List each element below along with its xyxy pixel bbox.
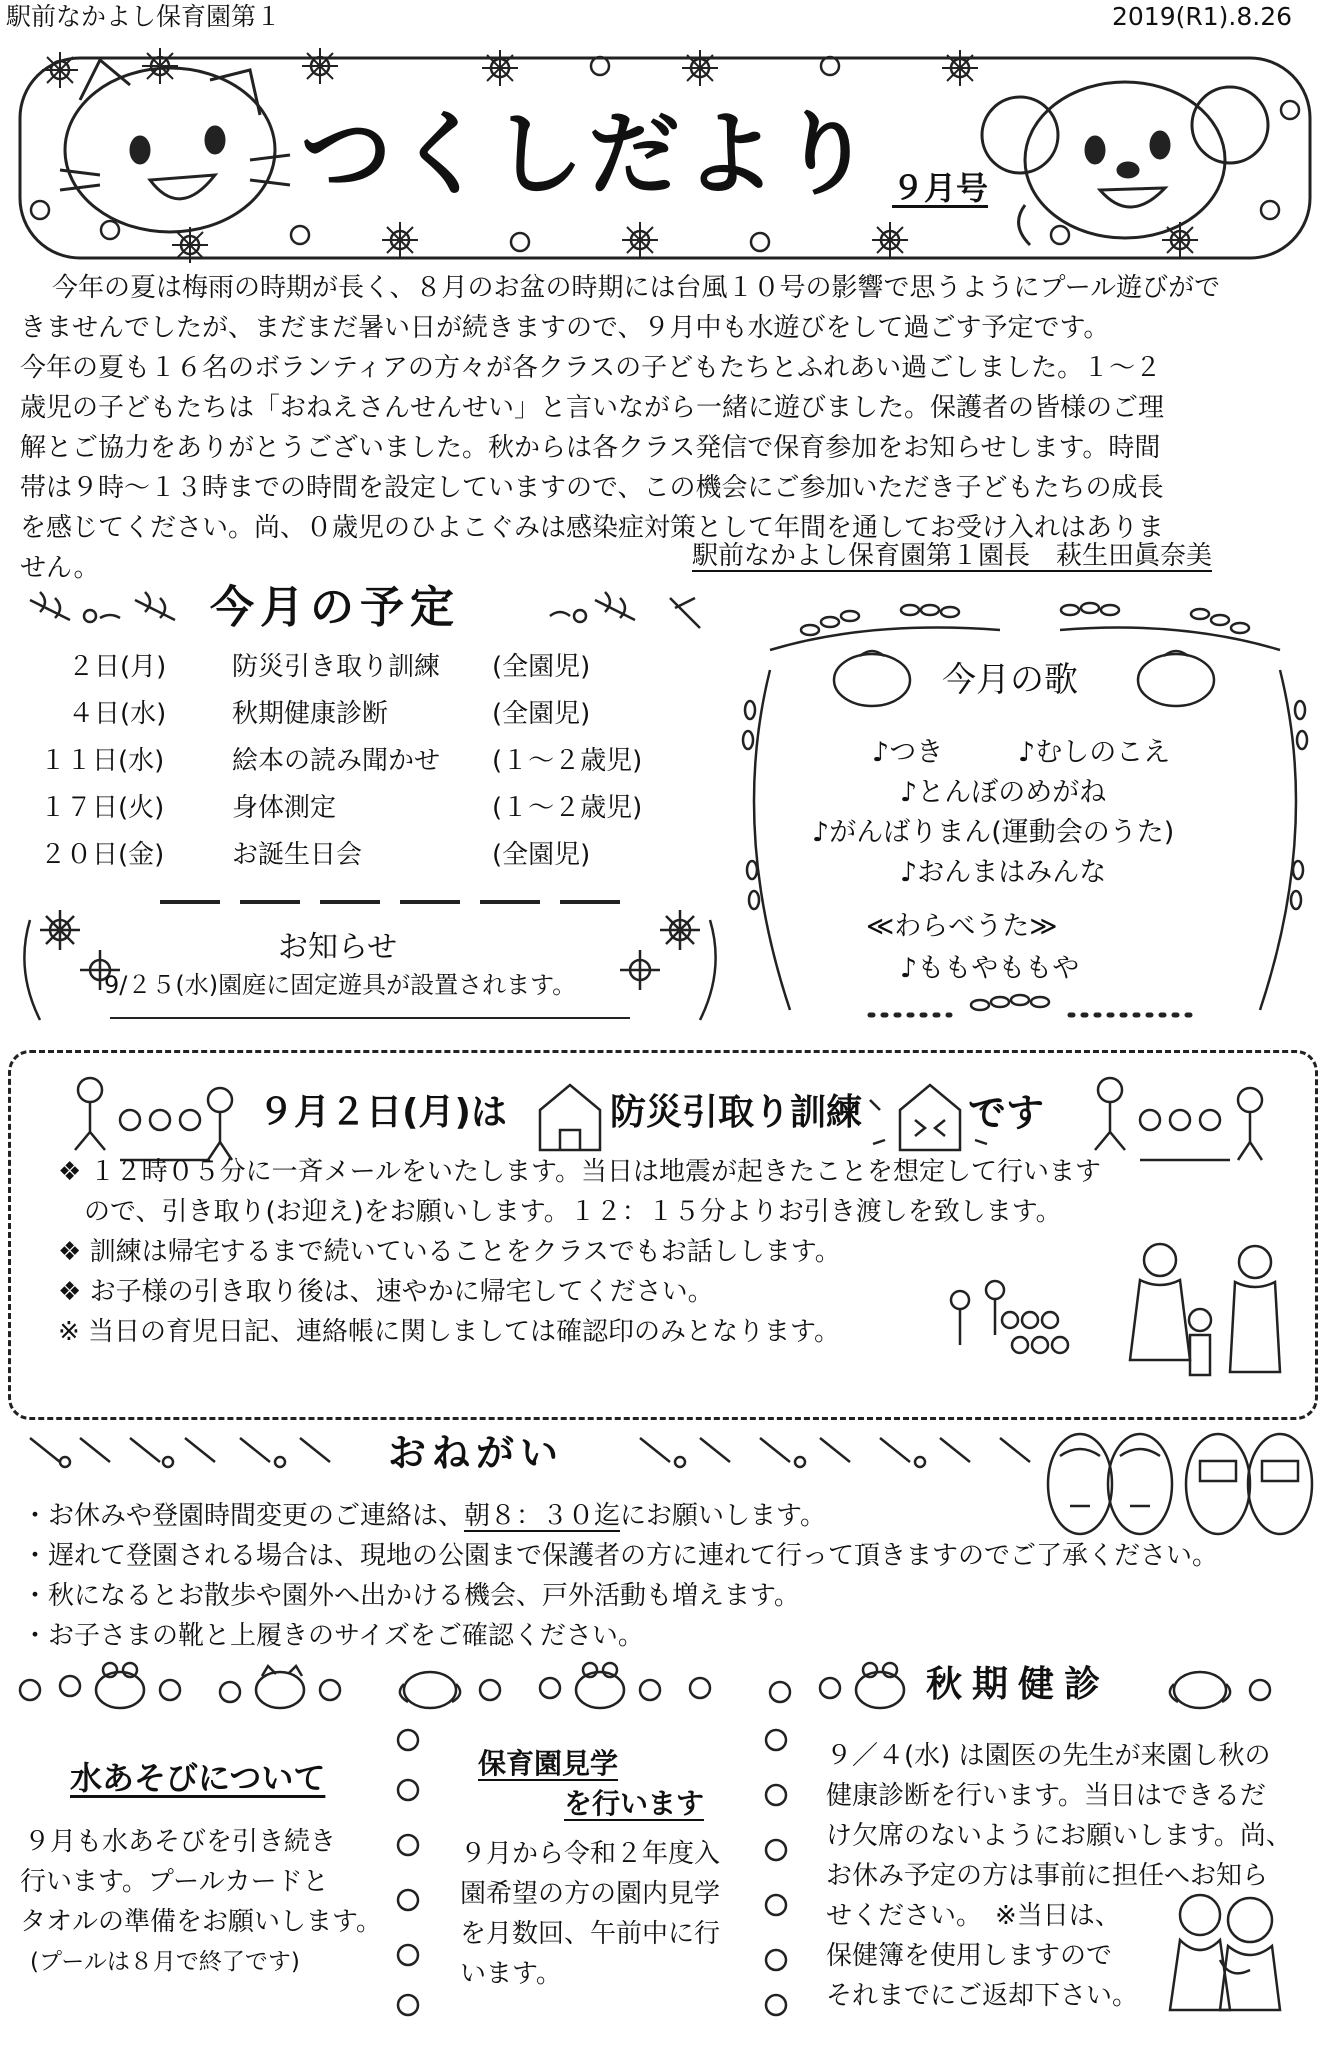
warabe-title: ≪わらべうた≫ — [866, 911, 1058, 942]
schedule-event: 秋期健康診断 — [232, 699, 389, 729]
song-item: ♪ももやももや — [900, 953, 1080, 984]
org-name: 駅前なかよし保育園第１ — [6, 2, 282, 31]
schedule-event: 身体測定 — [232, 793, 337, 823]
schedule-target: (１～２歳児) — [492, 746, 643, 776]
request-item — [22, 1496, 1218, 1536]
checkup-line: それまでにご返却下さい。 — [826, 1981, 1139, 2011]
drill-item: ❖ 訓練は帰宅するまで続いていることをクラスでもお話しします。 — [58, 1237, 841, 1267]
house-icon — [540, 1085, 600, 1150]
doctor-child-icon — [1170, 1895, 1280, 2010]
schedule-event: 絵本の読み聞かせ — [232, 746, 441, 776]
song-item: ♪むしのこえ — [1018, 737, 1171, 768]
song-item: ♪とんぼのめがね — [900, 777, 1107, 808]
request-item-text: にお願いします。 — [620, 1501, 826, 1531]
schedule-date: ２日(月) — [68, 652, 167, 682]
tour-text — [460, 1834, 720, 1994]
flower-column-left — [388, 1720, 428, 2020]
schedule-target: (１～２歳児) — [492, 793, 643, 823]
notice-title: お知らせ — [278, 930, 398, 965]
tour-line: を月数回、午前中に行 — [460, 1919, 721, 1949]
tour-line: 園希望の方の園内見学 — [460, 1879, 721, 1909]
request-item: ・秋になるとお散歩や園外へ出かける機会、戸外活動も増えます。 — [22, 1581, 800, 1611]
parent-child-icon — [1130, 1244, 1280, 1375]
principal-signature: 駅前なかよし保育園第１園長 萩生田眞奈美 — [692, 541, 1213, 571]
drill-item: ので、引き取り(お迎え)をお願いします。１２：１５分よりお引き渡しを致します。 — [58, 1197, 1062, 1227]
water-line: ９月も水あそびを引き続き — [24, 1827, 337, 1857]
song-item: ♪つき — [872, 737, 944, 768]
schedule-target: (全園児) — [492, 840, 591, 870]
checkup-line: お休み予定の方は事前に担任へお知ら — [826, 1861, 1269, 1891]
flower-icon — [398, 1730, 418, 2015]
schedule-event: お誕生日会 — [232, 840, 363, 870]
children-walking-icon — [1095, 1078, 1262, 1160]
water-title: 水あそびについて — [70, 1759, 326, 1797]
drill-title-main: 防災引取り訓練 — [610, 1092, 863, 1133]
water-line: タオルの準備をお願いします。 — [20, 1907, 382, 1937]
flower-icon — [766, 1730, 786, 2015]
intro-line: 歳児の子どもたちは「おねえさんせんせい」と言いながら一緒に遊びました。保護者の皆様のご理 — [20, 393, 1165, 423]
schedule-target: (全園児) — [492, 652, 591, 682]
water-line: 行います。プールカードと — [20, 1867, 329, 1897]
drill-item: ❖ お子様の引き取り後は、速やかに帰宅してください。 — [58, 1277, 714, 1307]
song-item: ♪おんまはみんな — [900, 857, 1107, 888]
checkup-line: 保健簿を使用しますので — [826, 1941, 1113, 1971]
issue-number: ９月号 — [892, 169, 989, 207]
song-item: ♪がんばりまん(運動会のうた) — [812, 817, 1175, 848]
water-note: (プールは８月で終了です) — [30, 1949, 300, 1975]
deadline-time: 朝８：３０迄 — [464, 1501, 621, 1531]
songs-title: 今月の歌 — [942, 660, 1078, 700]
schedule-date: １１日(水) — [40, 746, 165, 776]
request-title: おねがい — [388, 1431, 565, 1475]
drill-item: ※ 当日の育児日記、連絡帳に関しましては確認印のみとなります。 — [58, 1317, 840, 1347]
animal-flower-border — [0, 1660, 1328, 1720]
tour-title-2: を行います — [564, 1787, 705, 1820]
schedule-title: 今月の予定 — [210, 582, 460, 633]
checkup-line: け欠席のないようにお願いします。尚、 — [826, 1821, 1292, 1851]
checkup-line: せください。 ※当日は、 — [826, 1901, 1121, 1931]
tour-line: ９月から令和２年度入 — [460, 1839, 721, 1869]
flower-column-right — [752, 1720, 802, 2020]
children-group-icon — [951, 1281, 1068, 1353]
intro-line: 今年の夏も１６名のボランティアの方々が各クラスの子どもたちとふれあい過ごしました。１～２ — [20, 353, 1162, 383]
intro-line: 解とご協力をありがとうございました。秋からは各クラス発信で保育参加をお知らせします。時間 — [20, 433, 1161, 463]
newsletter-title: つくしだより — [300, 101, 877, 208]
issue-date: 2019(R1).8.26 — [1112, 2, 1293, 31]
intro-line: を感じてください。尚、０歳児のひよこぐみは感染症対策として年間を通してお受け入れはありま — [20, 513, 1165, 543]
schedule-date: ２０日(金) — [40, 840, 165, 870]
water-text — [20, 1822, 382, 1982]
tour-line: います。 — [460, 1959, 562, 1989]
intro-line: きませんでしたが、まだまだ暑い日が続きますので、９月中も水遊びをして過ごす予定です。 — [20, 313, 1110, 343]
notice-text: 9/２５(水)園庭に固定遊具が設置されます。 — [104, 971, 577, 999]
mouse-face-icon — [982, 82, 1268, 245]
drill-item: ❖ １２時０５分に一斉メールをいたします。当日は地震が起きたことを想定して行います — [58, 1157, 1101, 1187]
schedule-date: ４日(水) — [68, 699, 167, 729]
schedule-target: (全園児) — [492, 699, 591, 729]
checkup-line: 健康診断を行います。当日はできるだ — [826, 1781, 1266, 1811]
doctor-checkup-illustration — [1160, 1880, 1290, 2020]
tour-title-1: 保育園見学 — [478, 1747, 619, 1780]
children-walking-icon — [75, 1078, 232, 1160]
schedule-event: 防災引き取り訓練 — [232, 652, 441, 682]
drill-title-date: ９月２日(月)は — [258, 1092, 507, 1133]
intro-line: 帯は９時～１３時までの時間を設定していますので、この機会にご参加いただき子どもたちの成長 — [20, 473, 1164, 503]
request-item: ・お子さまの靴と上履きのサイズをご確認ください。 — [22, 1621, 644, 1651]
request-list — [22, 1496, 1218, 1656]
cat-face-icon — [60, 60, 290, 232]
checkup-line: ９／４(水) は園医の先生が来園し秋の — [826, 1741, 1271, 1771]
checkup-title: 秋期健診 — [926, 1664, 1111, 1705]
intro-line: せん。 — [20, 553, 100, 583]
schedule-date: １７日(火) — [40, 793, 165, 823]
drill-title-end: です — [968, 1091, 1045, 1135]
request-item-text: ・お休みや登園時間変更のご連絡は、 — [22, 1501, 465, 1531]
pickup-scene-illustration — [940, 1240, 1310, 1400]
request-item: ・遅れて登園される場合は、現地の公園まで保護者の方に連れて行って頂きますのでご了承ください。 — [22, 1541, 1219, 1571]
intro-line: 今年の夏は梅雨の時期が長く、８月のお盆の時期には台風１０号の影響で思うようにプール遊びがで — [52, 273, 1221, 303]
